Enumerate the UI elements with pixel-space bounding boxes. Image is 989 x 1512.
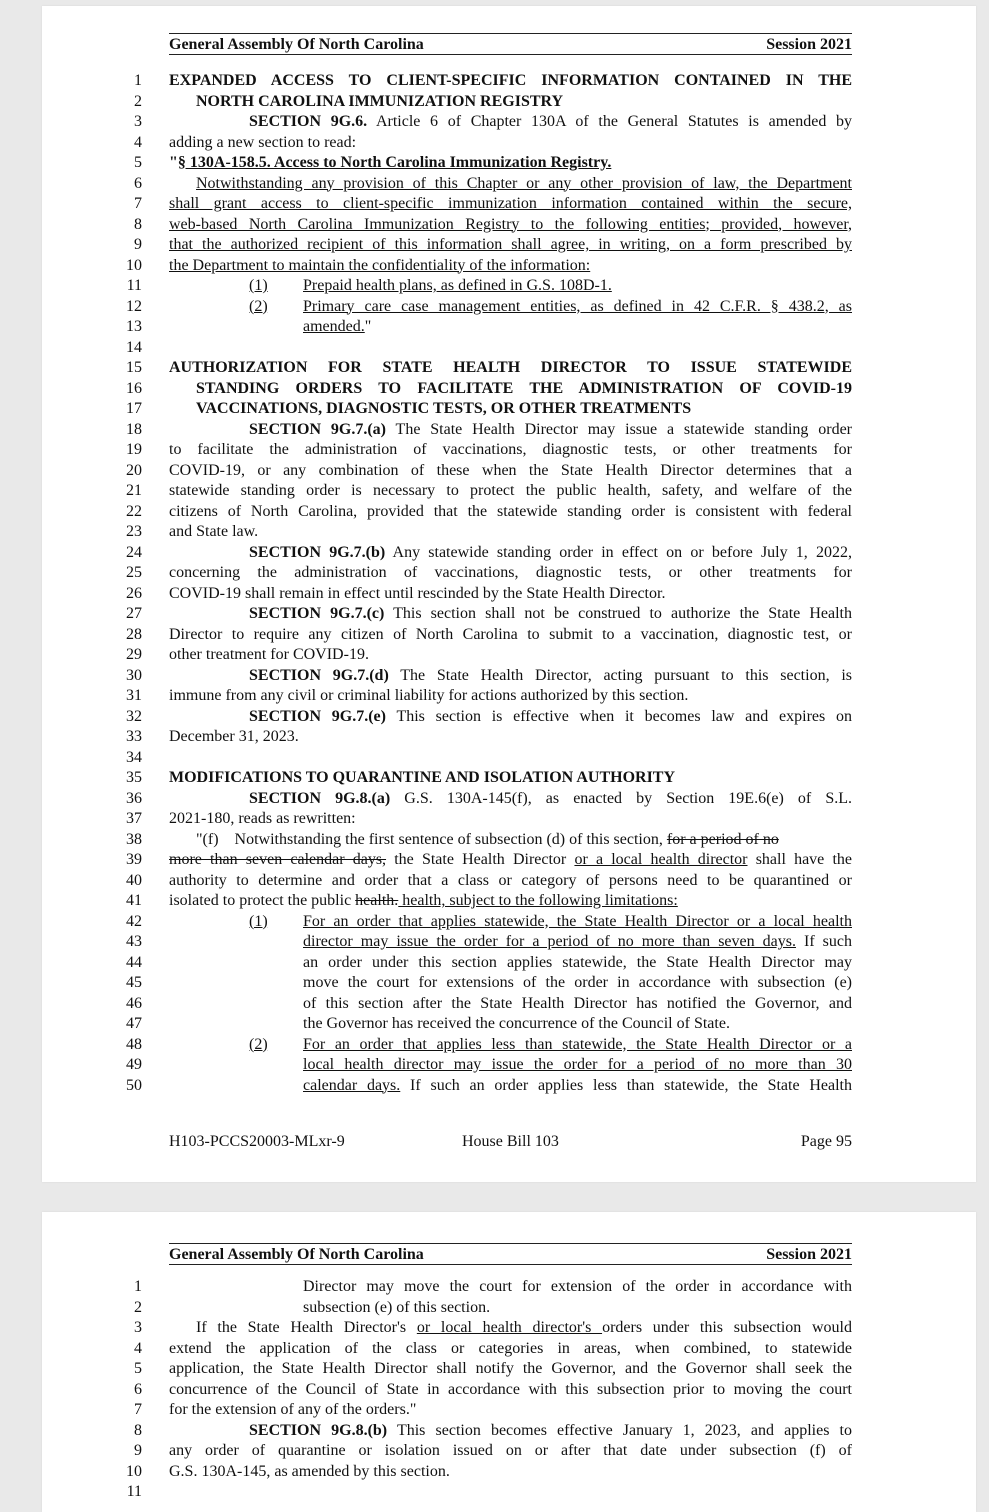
section-text: G.S. 130A-145, as amended by this section. xyxy=(169,1462,450,1480)
list-marker: (2) xyxy=(249,297,268,315)
text-line xyxy=(42,71,976,92)
text-line xyxy=(42,994,976,1015)
line-number: 6 xyxy=(134,1380,142,1398)
footer-page-number: Page 95 xyxy=(800,1133,852,1150)
text-line xyxy=(42,522,976,543)
text-line xyxy=(42,358,976,379)
line-number: 5 xyxy=(134,1360,142,1377)
line-number: 14 xyxy=(126,338,142,356)
text-line xyxy=(42,256,976,277)
text-line xyxy=(42,727,976,748)
section-heading: NORTH CAROLINA IMMUNIZATION REGISTRY xyxy=(196,92,564,110)
line-number: 21 xyxy=(126,482,142,499)
section-text: "(f) Notwithstanding the first sentence of subsection (d) of this section, for a period of no xyxy=(196,830,779,848)
line-number: 32 xyxy=(126,707,142,725)
list-item: calendar days. If such an order applies less than statewide, the State Health xyxy=(303,1076,852,1094)
line-number: 22 xyxy=(126,502,142,520)
line-number: 16 xyxy=(126,379,142,397)
text-line xyxy=(42,481,976,502)
text-line xyxy=(42,563,976,584)
line-number: 12 xyxy=(126,297,142,315)
text-line xyxy=(42,973,976,994)
line-number: 37 xyxy=(126,810,142,827)
text-line xyxy=(42,1359,976,1380)
text-line xyxy=(42,1298,976,1319)
line-number: 2 xyxy=(134,1298,142,1316)
header-session: Session 2021 xyxy=(766,1246,852,1263)
line-number: 33 xyxy=(126,728,142,745)
text-line xyxy=(42,215,976,236)
text-line xyxy=(42,1482,976,1503)
text-line xyxy=(42,461,976,482)
text-line xyxy=(42,133,976,154)
line-number: 2 xyxy=(134,92,142,110)
line-number: 40 xyxy=(126,871,142,889)
text-line xyxy=(42,112,976,133)
line-number: 3 xyxy=(134,113,142,130)
header-assembly: General Assembly Of North Carolina xyxy=(169,1246,424,1263)
text-line xyxy=(42,1318,976,1339)
list-item: local health director may issue the order for a period of no more than 30 xyxy=(303,1056,852,1073)
section-text: December 31, 2023. xyxy=(169,728,299,745)
list-item: an order under this section applies statewide, the State Health Director may xyxy=(303,953,852,971)
text-line xyxy=(42,1400,976,1421)
list-item: Primary care case management entities, as defined in 42 C.F.R. § 438.2, as xyxy=(303,297,852,315)
line-number: 26 xyxy=(126,584,142,602)
page-header xyxy=(169,1243,852,1265)
section-text: Notwithstanding any provision of this Chapter or any other provision of law, the Department xyxy=(196,174,852,192)
text-line xyxy=(42,686,976,707)
line-number: 45 xyxy=(126,974,142,991)
section-text: application, the State Health Director shall notify the Governor, and the Governor shall seek the xyxy=(169,1360,852,1377)
text-line xyxy=(42,235,976,256)
text-line xyxy=(42,338,976,359)
footer-bill-name: House Bill 103 xyxy=(462,1133,559,1150)
line-number: 29 xyxy=(126,646,142,663)
text-line xyxy=(42,768,976,789)
line-number: 47 xyxy=(126,1015,142,1032)
text-line xyxy=(42,645,976,666)
text-line xyxy=(42,830,976,851)
list-marker: (1) xyxy=(249,912,268,930)
section-text: SECTION 9G.7.(a) The State Health Director may issue a statewide standing order xyxy=(249,420,852,438)
section-text: more than seven calendar days, the State Health Director or a local health director shall have the xyxy=(169,851,852,868)
section-text: adding a new section to read: xyxy=(169,133,357,151)
line-number: 8 xyxy=(134,215,142,233)
line-number: 10 xyxy=(126,1462,142,1480)
statute-heading: "§ 130A-158.5. Access to North Carolina Immunization Registry. xyxy=(169,154,612,171)
section-text: for the extension of any of the orders." xyxy=(169,1401,417,1418)
text-line xyxy=(42,399,976,420)
text-line xyxy=(42,666,976,687)
document-page-2 xyxy=(42,1212,976,1512)
text-line xyxy=(42,92,976,113)
page-header xyxy=(169,33,852,55)
text-line xyxy=(42,912,976,933)
line-number: 10 xyxy=(126,256,142,274)
section-text: any order of quarantine or isolation issued on or after that date under subsection (f) of xyxy=(169,1442,852,1459)
text-line xyxy=(42,174,976,195)
line-number: 3 xyxy=(134,1319,142,1336)
line-number: 35 xyxy=(126,769,142,786)
section-text: COVID-19, or any combination of these when the State Health Director determines that a xyxy=(169,461,852,479)
text-line xyxy=(42,1277,976,1298)
list-item: Director may move the court for extension of the order in accordance with xyxy=(303,1278,852,1295)
section-text: SECTION 9G.8.(b) This section becomes effective January 1, 2023, and applies to xyxy=(249,1421,852,1439)
list-item: the Governor has received the concurrence of the Council of State. xyxy=(303,1015,730,1032)
section-heading: EXPANDED ACCESS TO CLIENT-SPECIFIC INFORMATION CONTAINED IN THE xyxy=(169,72,852,89)
line-number: 23 xyxy=(126,523,142,540)
section-text: and State law. xyxy=(169,523,259,540)
section-heading: MODIFICATIONS TO QUARANTINE AND ISOLATION AUTHORITY xyxy=(169,769,676,786)
section-text: SECTION 9G.8.(a) G.S. 130A-145(f), as enacted by Section 19E.6(e) of S.L. xyxy=(249,789,852,807)
text-line xyxy=(42,1380,976,1401)
text-line xyxy=(42,932,976,953)
section-text: SECTION 9G.7.(d) The State Health Director, acting pursuant to this section, is xyxy=(249,666,852,684)
section-text: immune from any civil or criminal liability for actions authorized by this section. xyxy=(169,687,689,704)
line-number: 39 xyxy=(126,851,142,868)
line-number: 5 xyxy=(134,154,142,171)
line-number: 46 xyxy=(126,994,142,1012)
line-number: 27 xyxy=(126,605,142,622)
text-line xyxy=(42,317,976,338)
header-session: Session 2021 xyxy=(766,36,852,53)
text-line xyxy=(42,953,976,974)
line-number: 9 xyxy=(134,1442,142,1459)
section-heading: AUTHORIZATION FOR STATE HEALTH DIRECTOR TO ISSUE STATEWIDE xyxy=(169,359,852,376)
section-text: SECTION 9G.7.(b) Any statewide standing order in effect on or before July 1, 2022, xyxy=(249,543,852,561)
line-number: 11 xyxy=(126,1483,142,1500)
line-number: 25 xyxy=(126,564,142,581)
line-number: 49 xyxy=(126,1056,142,1073)
line-number: 36 xyxy=(126,789,142,807)
line-number: 7 xyxy=(134,195,142,212)
list-item: of this section after the State Health Director has notified the Governor, and xyxy=(303,994,852,1012)
text-line xyxy=(42,1441,976,1462)
list-marker: (2) xyxy=(249,1035,268,1053)
text-line xyxy=(42,502,976,523)
line-number: 30 xyxy=(126,666,142,684)
line-number: 15 xyxy=(126,359,142,376)
section-text: SECTION 9G.7.(c) This section shall not be construed to authorize the State Health xyxy=(249,605,852,622)
section-text: concurrence of the Council of State in accordance with this subsection prior to moving the court xyxy=(169,1380,852,1398)
line-number: 8 xyxy=(134,1421,142,1439)
line-number: 13 xyxy=(126,318,142,335)
footer-bill-code: H103-PCCS20003-MLxr-9 xyxy=(169,1133,345,1150)
text-line xyxy=(42,276,976,297)
section-text: concerning the administration of vaccinations, diagnostic tests, or other treatments for xyxy=(169,564,852,581)
line-number: 18 xyxy=(126,420,142,438)
line-number: 44 xyxy=(126,953,142,971)
text-line xyxy=(42,440,976,461)
text-line xyxy=(42,809,976,830)
text-line xyxy=(42,707,976,728)
text-line xyxy=(42,871,976,892)
text-line xyxy=(42,1014,976,1035)
line-number: 20 xyxy=(126,461,142,479)
header-assembly: General Assembly Of North Carolina xyxy=(169,36,424,53)
text-line xyxy=(42,1462,976,1483)
section-text: If the State Health Director's or local health director's orders under this subsection would xyxy=(196,1319,852,1336)
text-line xyxy=(42,420,976,441)
line-number: 1 xyxy=(134,72,142,89)
text-line xyxy=(42,584,976,605)
section-text: the Department to maintain the confidentiality of the information: xyxy=(169,256,591,274)
text-line xyxy=(42,543,976,564)
section-text: other treatment for COVID-19. xyxy=(169,646,369,663)
section-text: SECTION 9G.6. Article 6 of Chapter 130A of the General Statutes is amended by xyxy=(249,113,852,130)
section-text: that the authorized recipient of this information shall agree, in writing, on a form prescribed by xyxy=(169,236,852,253)
text-line xyxy=(42,625,976,646)
text-line xyxy=(42,1035,976,1056)
list-item: director may issue the order for a period of no more than seven days. If such xyxy=(303,933,852,950)
text-line xyxy=(42,789,976,810)
line-number: 4 xyxy=(134,1339,142,1357)
line-number: 38 xyxy=(126,830,142,848)
list-item: amended." xyxy=(303,318,372,335)
line-number: 41 xyxy=(126,892,142,909)
line-number: 24 xyxy=(126,543,142,561)
line-number: 43 xyxy=(126,933,142,950)
line-number: 6 xyxy=(134,174,142,192)
section-text: to facilitate the administration of vaccinations, diagnostic tests, or other treatments for xyxy=(169,441,852,458)
section-text: COVID-19 shall remain in effect until rescinded by the State Health Director. xyxy=(169,584,666,602)
text-line xyxy=(42,1339,976,1360)
text-line xyxy=(42,1055,976,1076)
line-number: 28 xyxy=(126,625,142,643)
line-number: 17 xyxy=(126,400,142,417)
line-number: 7 xyxy=(134,1401,142,1418)
line-number: 1 xyxy=(134,1278,142,1295)
section-text: shall grant access to client-specific immunization information contained within the secure, xyxy=(169,195,852,212)
text-line xyxy=(42,748,976,769)
section-text: isolated to protect the public health. health, subject to the following limitations: xyxy=(169,892,678,909)
section-heading: VACCINATIONS, DIAGNOSTIC TESTS, OR OTHER TREATMENTS xyxy=(196,400,692,417)
line-number: 19 xyxy=(126,441,142,458)
section-text: statewide standing order is necessary to protect the public health, safety, and welfare of the xyxy=(169,482,852,499)
line-number: 50 xyxy=(126,1076,142,1094)
text-line xyxy=(42,153,976,174)
text-line xyxy=(42,891,976,912)
section-text: citizens of North Carolina, provided that the statewide standing order is consistent with federal xyxy=(169,502,852,520)
text-line xyxy=(42,850,976,871)
section-heading: STANDING ORDERS TO FACILITATE THE ADMINISTRATION OF COVID-19 xyxy=(196,379,852,397)
section-text: extend the application of the class or categories in areas, when combined, to statewide xyxy=(169,1339,852,1357)
section-text: 2021-180, reads as rewritten: xyxy=(169,810,356,827)
line-number: 48 xyxy=(126,1035,142,1053)
line-number: 11 xyxy=(126,277,142,294)
list-item: Prepaid health plans, as defined in G.S. 108D-1. xyxy=(303,277,612,294)
section-text: SECTION 9G.7.(e) This section is effective when it becomes law and expires on xyxy=(249,707,852,725)
section-text: Director to require any citizen of North Carolina to submit to a vaccination, diagnostic test, or xyxy=(169,625,852,643)
line-number: 34 xyxy=(126,748,142,766)
text-line xyxy=(42,1076,976,1097)
text-line xyxy=(42,194,976,215)
document-page-1 xyxy=(42,6,976,1182)
list-item: For an order that applies less than statewide, the State Health Director or a xyxy=(303,1035,852,1053)
line-number: 31 xyxy=(126,687,142,704)
line-number: 42 xyxy=(126,912,142,930)
list-item: move the court for extensions of the order in accordance with subsection (e) xyxy=(303,974,852,991)
section-text: authority to determine and order that a class or category of persons need to be quarantined or xyxy=(169,871,852,889)
list-item: subsection (e) of this section. xyxy=(303,1298,491,1316)
text-line xyxy=(42,297,976,318)
list-marker: (1) xyxy=(249,277,268,294)
text-line xyxy=(42,604,976,625)
line-number: 4 xyxy=(134,133,142,151)
section-text: web-based North Carolina Immunization Registry to the following entities; provided, however, xyxy=(169,215,852,233)
text-line xyxy=(42,1421,976,1442)
line-number: 9 xyxy=(134,236,142,253)
list-item: For an order that applies statewide, the State Health Director or a local health xyxy=(303,912,852,930)
text-line xyxy=(42,379,976,400)
